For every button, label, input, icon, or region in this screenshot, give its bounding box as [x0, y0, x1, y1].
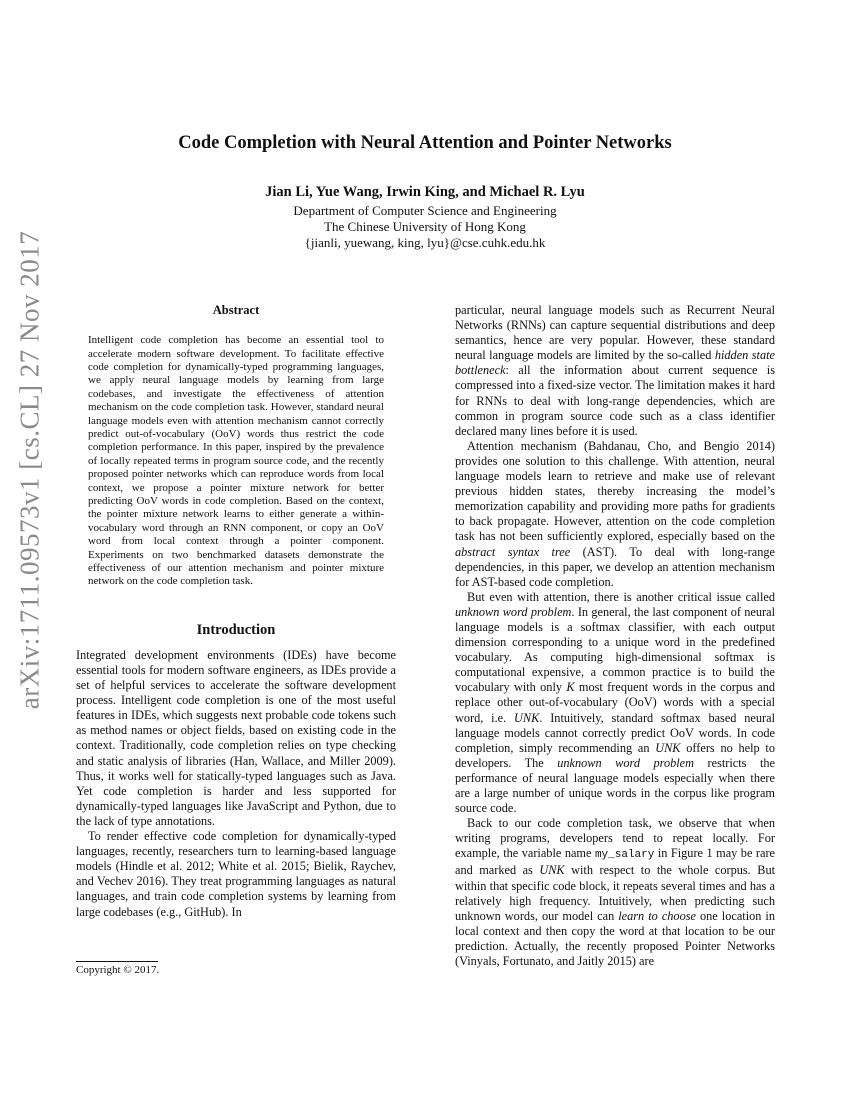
- right-paragraph-2: Attention mechanism (Bahdanau, Cho, and Bengio 2014) provides one solution to this challenge. With attention, neural language models learn to retrieve and make use of relevant previous hidden states, thereby increasing the model’s memorization capability and providing more paths for gradients to back propagate. However, attention on the code completion task has not been sufficiently explored, especially based on the abstract syntax tree (AST). To deal with long-range dependencies, in this paper, we develop an attention mechanism for AST-based code completion.: [455, 438, 775, 589]
- affiliation-department: Department of Computer Science and Engineering: [293, 203, 557, 218]
- introduction-heading: Introduction: [196, 621, 276, 638]
- right-paragraph-3: But even with attention, there is another critical issue called unknown word problem. In general, the last component of neural language models is a softmax classifier, with each output dimension corresponding to a unique word in the predefined vocabulary. As computing high-dimensional softmax is computational expensive, a common practice is to build the vocabulary with only K most frequent words in the corpus and replace other out-of-vocabulary (OoV) words with a special word, i.e. UNK. Intuitively, standard softmax based neural language models cannot correctly predict OoV words. In code completion, simply recommending an UNK offers no help to developers. The unknown word problem restricts the performance of neural language models especially when there are a large number of unique words in the corpus like program source code.: [455, 589, 776, 816]
- footnote-rule: [76, 961, 158, 962]
- right-paragraph-1: particular, neural language models such as Recurrent Neural Networks (RNNs) can capture sequential distributions and deep semantics, hence are very popular. However, these standard neural language models are limited by the so-called hidden state bottleneck: all the information about current sequence is compressed into a fixed-size vector. The limitation makes it hard for RNNs to deal with long-range dependencies, which are common in program source code such as a class identifier declared many lines before it is used.: [455, 303, 775, 438]
- right-column: [455, 303, 775, 969]
- right-paragraph-4: Back to our code completion task, we observe that when writing programs, developers tend to repeat locally. For example, the variable name my_salary in Figure 1 may be rare and marked as UNK with respect to the whole corpus. But within that specific code block, it repeats several times and has a relatively high frequency. Intuitively, when predicting such unknown words, our model can learn to choose one location in local context and then copy the word at that location to be our prediction. Actually, the recently proposed Pointer Networks (Vinyals, Fortunato, and Jaitly 2015) are: [455, 816, 776, 969]
- left-column: [76, 303, 396, 920]
- term-hidden-state-bottleneck: hidden state bottleneck: [455, 348, 775, 378]
- term-learn-to-choose: learn to choose: [618, 908, 696, 923]
- intro-paragraph-2: To render effective code completion for dynamically-typed languages, recently, researchers turn to learning-based language models (Hindle et al. 2012; White et al. 2015; Bielik, Raychev, and Vechev 2016). They treat programming languages as natural languages, and train code completion systems by learning from large codebases (e.g., GitHub). In: [76, 829, 396, 919]
- affiliation-university: The Chinese University of Hong Kong: [324, 219, 526, 234]
- code-variable-name: my_salary: [594, 849, 655, 862]
- paper-title: Code Completion with Neural Attention and Pointer Networks: [178, 133, 672, 153]
- affiliation-emails: {jianli, yuewang, king, lyu}@cse.cuhk.edu.hk: [304, 235, 546, 250]
- arxiv-identifier: arXiv:1711.09573v1 [cs.CL] 27 Nov 2017: [14, 230, 45, 710]
- abstract-text: Intelligent code completion has become an essential tool to accelerate modern software development. To facilitate effective code completion for dynamically-typed programming languages, we apply neural language models by learning from large codebases, and investigate the effectiveness of attention mechanism on the code completion task. However, standard neural language models even with attention mechanism cannot correctly predict out-of-vocabulary (OoV) words thus restrict the code completion performance. In this paper, inspired by the prevalence of locally repeated terms in program source code, and the recently proposed pointer networks which can reproduce words from local context, we propose a pointer mixture network for better predicting OoV words in code completion. Based on the context, the pointer mixture network learns to either generate a within-vocabulary word through an RNN component, or copy an OoV word from local context through a pointer component. Experiments on two benchmarked datasets demonstrate the effectiveness of our attention mechanism and pointer mixture network on the code completion task.: [88, 334, 384, 588]
- copyright-notice: Copyright © 2017.: [76, 964, 160, 976]
- abstract-heading: Abstract: [212, 303, 260, 317]
- intro-paragraph-1: Integrated development environments (IDEs) have become essential tools for modern software engineers, as IDEs provide a set of helpful services to accelerate the software development process. Intelligent code completion is one of the most useful features in IDEs, which suggests next probable code tokens such as method names or object fields, based on existing code in the context. Traditionally, code completion relies on type checking and static analysis of libraries (Han, Wallace, and Miller 2009). Thus, it works well for statically-typed languages such as Java. Yet code completion is harder and less supported for dynamically-typed languages like JavaScript and Python, due to the lack of type annotations.: [76, 647, 396, 828]
- term-unknown-word-problem: unknown word problem: [455, 604, 572, 619]
- author-list: Jian Li, Yue Wang, Irwin King, and Michael R. Lyu: [265, 184, 585, 200]
- arxiv-stamp: [0, 0, 60, 1100]
- term-abstract-syntax-tree: abstract syntax tree: [455, 544, 571, 559]
